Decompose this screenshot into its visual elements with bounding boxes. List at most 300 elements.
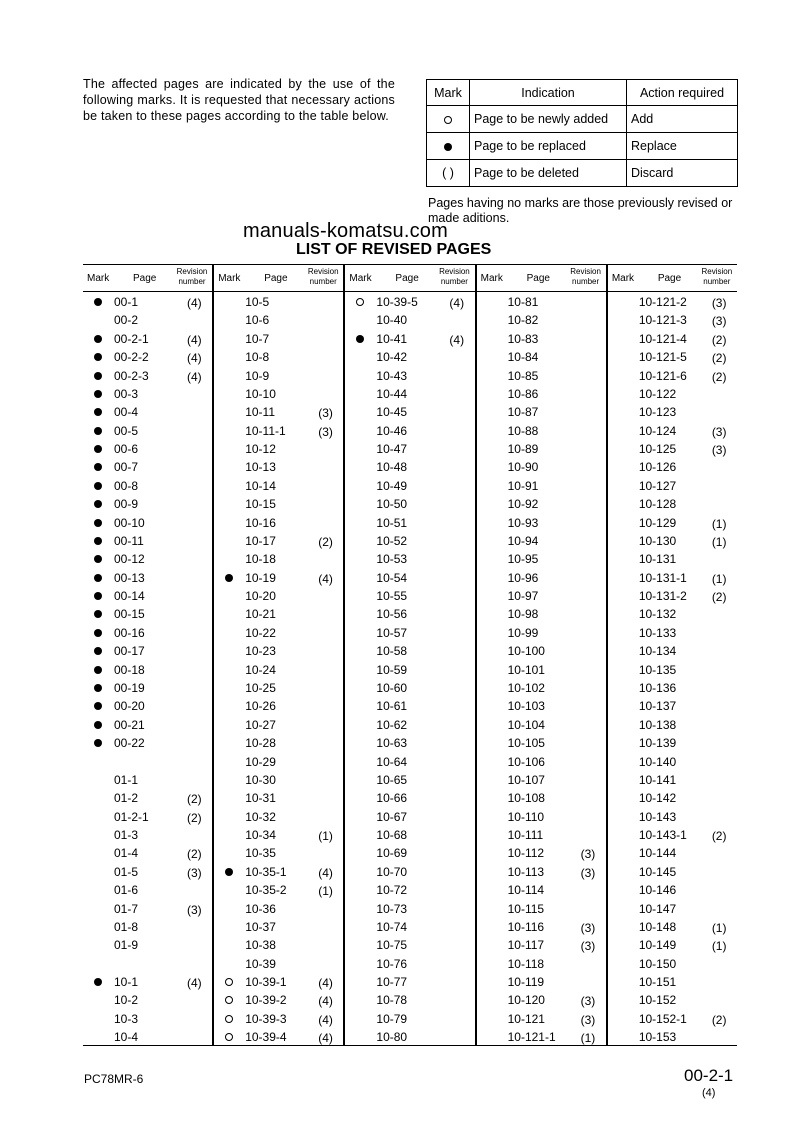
header-page: Page — [395, 273, 419, 284]
open-circle-icon — [444, 116, 452, 124]
filled-circle-icon — [94, 427, 102, 435]
page-number-cell: 10-114 — [507, 883, 545, 898]
page-number-cell: 10-99 — [507, 625, 539, 640]
page-row — [608, 385, 737, 403]
page-row — [608, 458, 737, 476]
revision-number-cell: (3) — [187, 902, 202, 917]
revision-number-cell: (2) — [318, 534, 333, 549]
page-row — [608, 532, 737, 550]
page-row — [608, 679, 737, 697]
page-number-cell: 10-121-3 — [638, 313, 687, 328]
page-number-cell: 00-1 — [114, 295, 139, 309]
open-circle-icon — [356, 298, 364, 306]
revision-number-cell: (3) — [187, 865, 202, 880]
filled-circle-icon — [225, 574, 233, 582]
page-row — [83, 403, 212, 421]
filled-circle-icon — [94, 298, 102, 306]
column-header — [608, 265, 737, 292]
open-circle-icon — [225, 996, 233, 1004]
page-row — [345, 330, 474, 348]
page-number-cell: 01-1 — [114, 772, 139, 787]
page-row — [477, 458, 606, 476]
page-row — [345, 863, 474, 881]
page-row — [214, 569, 343, 587]
page-number-cell: 10-28 — [245, 736, 276, 751]
filled-circle-icon — [94, 555, 102, 563]
page-row — [83, 808, 212, 826]
page-number-cell: 00-6 — [114, 442, 139, 457]
header-revision: Revision number — [439, 267, 470, 286]
legend-row-add — [427, 106, 738, 133]
page-number-cell: 10-74 — [376, 919, 408, 934]
filled-circle-icon — [94, 574, 102, 582]
revision-number-cell: (2) — [187, 847, 202, 862]
page-number-cell: 10-98 — [507, 607, 539, 622]
legend-indication: Page to be deleted — [470, 160, 627, 187]
page-number-cell: 10-21 — [245, 607, 276, 622]
filled-circle-icon — [94, 353, 102, 361]
page-number-cell: 10-103 — [507, 699, 545, 714]
page-row — [477, 753, 606, 771]
page-number-cell: 10-38 — [245, 938, 276, 953]
filled-circle-icon — [94, 978, 102, 986]
page-number-cell: 10-143 — [638, 809, 677, 824]
page-number-cell: 10-52 — [376, 533, 408, 548]
revision-number-cell: (4) — [318, 865, 333, 880]
page-row — [477, 716, 606, 734]
page-number-cell: 10-96 — [507, 570, 539, 585]
header-mark: Mark — [218, 273, 241, 284]
open-circle-icon — [225, 1033, 233, 1041]
pages-column — [606, 265, 737, 1045]
page-row — [345, 514, 474, 532]
revision-number-cell: (4) — [449, 296, 465, 310]
page-number-cell: 10-47 — [376, 442, 408, 457]
page-row — [214, 403, 343, 421]
page-row — [608, 716, 737, 734]
page-number-cell: 10-54 — [376, 570, 408, 585]
page-row — [345, 477, 474, 495]
page-row — [608, 900, 737, 918]
page-row — [83, 330, 212, 348]
page-row — [83, 550, 212, 568]
page-row — [83, 587, 212, 605]
page-row — [214, 863, 343, 881]
page-row — [214, 789, 343, 807]
page-number-cell: 10-84 — [507, 350, 539, 365]
page-row — [83, 826, 212, 844]
page-row — [83, 991, 212, 1009]
legend-mark-cell — [427, 133, 470, 160]
page-number-cell: 10-30 — [245, 772, 276, 787]
legend-mark-cell — [427, 106, 470, 133]
filled-circle-icon — [94, 592, 102, 600]
page-number-cell: 10-4 — [114, 1030, 139, 1045]
page-number-cell: 10-93 — [507, 515, 539, 530]
page-row — [608, 771, 737, 789]
page-row — [214, 440, 343, 458]
page-number-cell: 00-4 — [114, 405, 139, 420]
page-row — [214, 955, 343, 973]
page-row — [214, 550, 343, 568]
page-row — [477, 808, 606, 826]
page-row — [345, 311, 474, 329]
page-number-cell: 10-31 — [245, 791, 276, 806]
page-row — [214, 734, 343, 752]
page-number-cell: 10-140 — [638, 754, 677, 769]
page-row — [477, 624, 606, 642]
page-row — [214, 753, 343, 771]
page-number-cell: 10-139 — [638, 736, 677, 751]
page-row — [608, 863, 737, 881]
page-row — [608, 311, 737, 329]
page-row — [608, 955, 737, 973]
page-row — [214, 881, 343, 899]
page-row — [83, 697, 212, 715]
page-row — [345, 348, 474, 366]
page-row — [83, 458, 212, 476]
page-number-cell: 10-94 — [507, 533, 539, 548]
legend-indication: Page to be newly added — [470, 106, 627, 133]
filled-circle-icon — [94, 482, 102, 490]
revision-number-cell: (4) — [449, 332, 465, 347]
page-number-cell: 10-15 — [245, 497, 276, 512]
page-row — [214, 348, 343, 366]
page-number-cell: 10-86 — [507, 386, 539, 401]
page-row — [477, 514, 606, 532]
page-row — [477, 495, 606, 513]
page-number-cell: 10-63 — [376, 736, 408, 751]
page-row — [608, 881, 737, 899]
revision-number-cell: (2) — [711, 369, 727, 384]
page-number-cell: 10-27 — [245, 717, 276, 732]
header-revision: Revision number — [701, 267, 733, 286]
revision-number-cell: (3) — [580, 920, 596, 935]
page-number-cell: 10-18 — [245, 552, 276, 567]
page-row — [345, 642, 474, 660]
page-row — [345, 1028, 474, 1046]
page-number-cell: 10-151 — [638, 975, 677, 990]
page-number-cell: 10-131-2 — [638, 589, 687, 604]
page-row — [608, 330, 737, 348]
page-row — [477, 385, 606, 403]
page-number-cell: 10-66 — [376, 791, 408, 806]
page-number-cell: 10-56 — [376, 607, 408, 622]
page-number-cell: 10-123 — [638, 405, 677, 420]
filled-circle-icon — [94, 610, 102, 618]
filled-circle-icon — [94, 408, 102, 416]
page-number-cell: 10-147 — [638, 901, 677, 916]
page-number-cell: 10-39-3 — [245, 1011, 287, 1026]
page-number-cell: 10-46 — [376, 423, 408, 438]
header-mark: Mark — [611, 273, 635, 284]
page-number-cell: 10-106 — [507, 754, 545, 769]
page-row — [608, 826, 737, 844]
page-row — [477, 642, 606, 660]
page-row — [345, 495, 474, 513]
page-row — [83, 1028, 212, 1046]
page-row — [477, 477, 606, 495]
revision-number-cell: (1) — [580, 1031, 596, 1046]
filled-circle-icon — [94, 702, 102, 710]
page-number-cell: 10-26 — [245, 699, 276, 714]
page-row — [345, 605, 474, 623]
revision-number-cell: (2) — [711, 829, 727, 844]
page-row — [477, 697, 606, 715]
page-number-cell: 10-79 — [376, 1011, 408, 1026]
page-number-cell: 01-3 — [114, 828, 139, 843]
page-number-cell: 00-5 — [114, 423, 139, 438]
page-row — [345, 697, 474, 715]
page-row — [214, 514, 343, 532]
page-number-cell: 10-83 — [507, 331, 539, 346]
page-number-cell: 10-41 — [376, 331, 408, 346]
page-number-cell: 10-6 — [245, 313, 270, 328]
page-number-cell: 10-35-1 — [245, 864, 287, 879]
revision-number-cell: (4) — [187, 332, 202, 347]
page-number-cell: 10-121 — [507, 1011, 545, 1026]
revision-number-cell: (3) — [711, 443, 727, 458]
page-number-cell: 10-142 — [638, 791, 677, 806]
page-number-cell: 10-111 — [507, 828, 544, 843]
page-number-cell: 10-23 — [245, 644, 276, 659]
page-number-cell: 10-131-1 — [638, 570, 687, 585]
page-row — [214, 1028, 343, 1046]
revision-number-cell: (4) — [187, 351, 202, 366]
page-number-cell: 10-16 — [245, 515, 276, 530]
page-number-cell: 01-6 — [114, 883, 139, 898]
page-number-cell: 10-81 — [507, 295, 539, 309]
page-number-cell: 10-130 — [638, 533, 677, 548]
page-row — [83, 844, 212, 862]
page-row — [345, 789, 474, 807]
page-row — [214, 477, 343, 495]
filled-circle-icon — [94, 372, 102, 380]
page-row — [83, 311, 212, 329]
page-number-cell: 10-116 — [507, 919, 545, 934]
page-row — [83, 955, 212, 973]
header-mark: Mark — [87, 273, 110, 284]
page-number-cell: 10-10 — [245, 386, 276, 401]
page-number-cell: 10-25 — [245, 680, 276, 695]
page-number-cell: 10-152-1 — [638, 1011, 687, 1026]
legend-action: Add — [627, 106, 738, 133]
legend-header-indication: Indication — [470, 80, 627, 106]
filled-circle-icon — [94, 519, 102, 527]
column-header — [83, 265, 212, 292]
page-number-cell: 10-35-2 — [245, 883, 287, 898]
filled-circle-icon — [94, 721, 102, 729]
page-row — [83, 789, 212, 807]
page-row — [345, 955, 474, 973]
revision-number-cell: (3) — [711, 314, 727, 329]
page-row — [214, 587, 343, 605]
legend-row-replace — [427, 133, 738, 160]
page-row — [345, 734, 474, 752]
page-row — [83, 422, 212, 440]
page-row — [214, 624, 343, 642]
page-number-cell: 10-44 — [376, 386, 408, 401]
revision-number-cell: (1) — [711, 534, 727, 549]
page-row — [214, 385, 343, 403]
page-number-cell: 10-146 — [638, 883, 677, 898]
page-number-cell: 10-32 — [245, 809, 276, 824]
page-number-cell: 10-121-2 — [638, 295, 687, 309]
page-row — [345, 367, 474, 385]
page-number-cell: 01-2 — [114, 791, 139, 806]
page-number-cell: 10-13 — [245, 460, 276, 475]
legend-indication: Page to be replaced — [470, 133, 627, 160]
page-number-cell: 10-149 — [638, 938, 677, 953]
page-row — [608, 936, 737, 954]
page-row — [477, 789, 606, 807]
page-row — [83, 367, 212, 385]
revision-number-cell: (4) — [318, 976, 333, 991]
page-number-cell: 10-45 — [376, 405, 408, 420]
page-row — [345, 293, 474, 311]
page-row — [83, 293, 212, 311]
page-row — [345, 973, 474, 991]
revision-number-cell: (4) — [318, 994, 333, 1009]
page-row — [608, 734, 737, 752]
page-row — [83, 532, 212, 550]
page-row — [477, 403, 606, 421]
filled-circle-icon — [94, 335, 102, 343]
page-number-cell: 10-145 — [638, 864, 677, 879]
page-number-cell: 10-11 — [245, 405, 276, 420]
page-row — [83, 716, 212, 734]
page-number-cell: 10-20 — [245, 589, 276, 604]
page-row — [214, 900, 343, 918]
page-row — [214, 661, 343, 679]
page-row — [477, 826, 606, 844]
header-mark: Mark — [480, 273, 503, 284]
page-row — [345, 679, 474, 697]
page-row — [214, 918, 343, 936]
page-number-cell: 10-152 — [638, 993, 677, 1008]
header-page: Page — [657, 273, 682, 284]
page-row — [83, 495, 212, 513]
page-number-cell: 10-134 — [638, 644, 677, 659]
page-row — [477, 348, 606, 366]
page-number-cell: 10-70 — [376, 864, 408, 879]
page-number-cell: 01-7 — [114, 901, 139, 916]
page-row — [608, 624, 737, 642]
page-row — [477, 311, 606, 329]
page-row — [477, 918, 606, 936]
revision-number-cell: (1) — [711, 920, 727, 935]
page-number-cell: 10-14 — [245, 478, 276, 493]
header-revision: Revision number — [307, 267, 339, 286]
page-number-cell: 10-7 — [245, 331, 270, 346]
page-number-cell: 10-102 — [507, 680, 545, 695]
page-number-cell: 10-82 — [507, 313, 539, 328]
page-row — [83, 771, 212, 789]
page-row — [345, 900, 474, 918]
page-row — [83, 900, 212, 918]
page-row — [214, 642, 343, 660]
page-row — [345, 532, 474, 550]
page-number-cell: 10-39-1 — [245, 975, 287, 990]
page-number-cell: 10-39-2 — [245, 993, 287, 1008]
page-row — [477, 587, 606, 605]
page-row — [83, 1010, 212, 1028]
page-number-cell: 01-5 — [114, 864, 139, 879]
revision-number-cell: (3) — [580, 939, 596, 954]
revision-number-cell: (1) — [711, 939, 727, 954]
page-number-cell: 10-110 — [507, 809, 545, 824]
open-circle-icon — [225, 1015, 233, 1023]
revision-number-cell: (4) — [187, 296, 202, 310]
page-number-cell: 10-40 — [376, 313, 408, 328]
header-revision: Revision number — [570, 267, 601, 286]
page-row — [214, 293, 343, 311]
page-row — [608, 973, 737, 991]
page-number-cell: 00-13 — [114, 570, 145, 585]
page-row — [608, 605, 737, 623]
revision-number-cell: (4) — [187, 369, 202, 384]
page-row — [477, 863, 606, 881]
revision-number-cell: (2) — [711, 590, 727, 605]
page-number-cell: 10-76 — [376, 956, 408, 971]
revision-number-cell: (3) — [580, 1012, 596, 1027]
filled-circle-icon — [225, 868, 233, 876]
revision-number-cell: (4) — [187, 976, 202, 991]
page-number-cell: 10-62 — [376, 717, 408, 732]
page-number-cell: 10-127 — [638, 478, 677, 493]
page-row — [214, 1010, 343, 1028]
page-number-cell: 10-121-1 — [507, 1030, 556, 1045]
revision-number-cell: (3) — [318, 424, 333, 439]
page-row — [477, 991, 606, 1009]
page-number-cell: 00-16 — [114, 625, 145, 640]
filled-circle-icon — [94, 629, 102, 637]
legend-mark-parentheses: ( ) — [427, 160, 470, 187]
mark-legend-table — [426, 79, 738, 187]
page-number-cell: 10-75 — [376, 938, 408, 953]
page-number-cell: 10-43 — [376, 368, 408, 383]
page-row — [214, 532, 343, 550]
page-number-cell: 00-10 — [114, 515, 145, 530]
page-row — [608, 440, 737, 458]
page-number-cell: 10-153 — [638, 1030, 677, 1045]
page-number-cell: 10-11-1 — [245, 423, 286, 438]
revision-number-cell: (3) — [580, 865, 596, 880]
filled-circle-icon — [94, 666, 102, 674]
page-number-cell: 10-90 — [507, 460, 539, 475]
page-number-cell: 10-39-4 — [245, 1030, 287, 1045]
page-number-cell: 10-128 — [638, 497, 677, 512]
revision-number-cell: (1) — [318, 884, 333, 899]
page-row — [477, 936, 606, 954]
page-row — [214, 605, 343, 623]
page-number-cell: 10-78 — [376, 993, 408, 1008]
page-number-cell: 10-24 — [245, 662, 276, 677]
revision-number-cell: (2) — [187, 810, 202, 825]
page-row — [214, 991, 343, 1009]
page-row — [83, 624, 212, 642]
page-number-cell: 10-1 — [114, 975, 139, 990]
page-number-cell: 10-53 — [376, 552, 408, 567]
page-number-cell: 10-129 — [638, 515, 677, 530]
page-row — [214, 330, 343, 348]
page-row — [477, 440, 606, 458]
page-row — [345, 440, 474, 458]
page-number-cell: 10-92 — [507, 497, 539, 512]
page-row — [214, 367, 343, 385]
page-row — [83, 753, 212, 771]
page-row — [477, 1010, 606, 1028]
